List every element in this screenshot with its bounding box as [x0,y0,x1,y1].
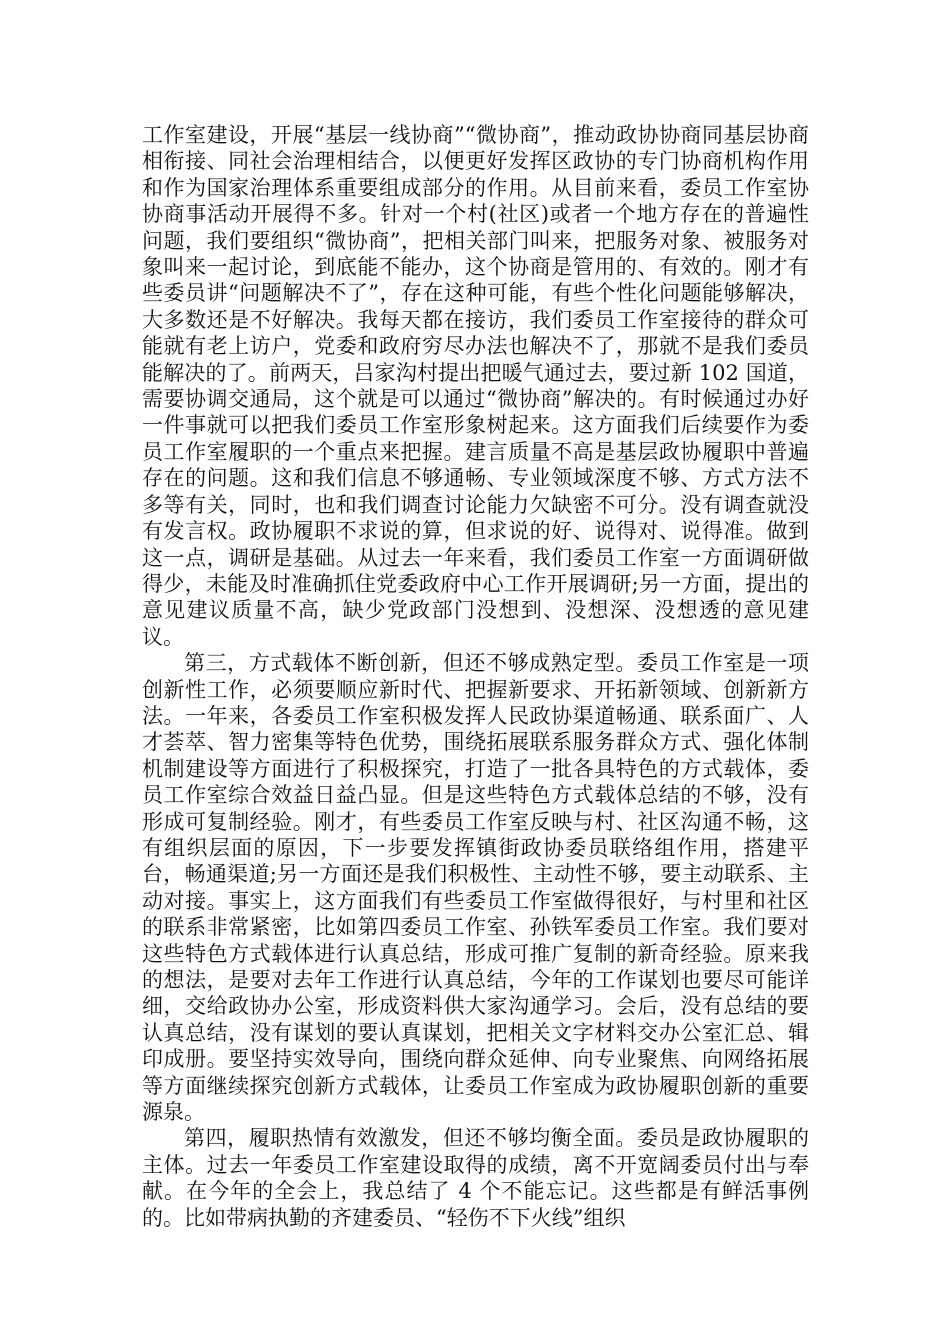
paragraph-3: 第四，履职热情有效激发，但还不够均衡全面。委员是政协履职的主体。过去一年委员工作室建设取得的成绩，离不开宽阔委员付出与奉献。在今年的全会上，我总结了 4 个不能忘记。这些都是有鲜活事例的。比如带病执勤的齐建委员、“轻伤不下火线”组织 [142,1126,809,1230]
document-page [142,122,809,1231]
paragraph-1: 工作室建设，开展“基层一线协商”“微协商”，推动政协协商同基层协商相衔接、同社会治理相结合，以便更好发挥区政协的专门协商机构作用和作为国家治理体系重要组成部分的作用。从目前来看，委员工作室协协商事活动开展得不多。针对一个村(社区)或者一个地方存在的普遍性问题，我们要组织“微协商”，把相关部门叫来，把服务对象、被服务对象叫来一起讨论，到底能不能办，这个协商是管用的、有效的。刚才有些委员讲“问题解决不了”，存在这种可能，有些个性化问题能够解决，大多数还是不好解决。我每天都在接访，我们委员工作室接待的群众可能就有老上访户，党委和政府穷尽办法也解决不了，那就不是我们委员能解决的了。前两天，吕家沟村提出把暖气通过去，要过新 102 国道，需要协调交通局，这个就是可以通过“微协商”解决的。有时候通过办好一件事就可以把我们委员工作室形象树起来。这方面我们后续要作为委员工作室履职的一个重点来把握。建言质量不高是基层政协履职中普遍存在的问题。这和我们信息不够通畅、专业领域深度不够、方式方法不多等有关，同时，也和我们调查讨论能力欠缺密不可分。没有调查就没有发言权。政协履职不求说的算，但求说的好、说得对、说得准。做到这一点，调研是基础。从过去一年来看，我们委员工作室一方面调研做得少，未能及时准确抓住党委政府中心工作开展调研;另一方面，提出的意见建议质量不高，缺少党政部门没想到、没想深、没想透的意见建议。 [142,123,809,649]
paragraph-2: 第三，方式载体不断创新，但还不够成熟定型。委员工作室是一项创新性工作，必须要顺应新时代、把握新要求、开拓新领域、创新新方法。一年来，各委员工作室积极发挥人民政协渠道畅通、联系面广、人才荟萃、智力密集等特色优势，围绕拓展联系服务群众方式、强化体制机制建设等方面进行了积极探究，打造了一批各具特色的方式载体，委员工作室综合效益日益凸显。但是这些特色方式载体总结的不够，没有形成可复制经验。刚才，有些委员工作室反映与村、社区沟通不畅，这有组织层面的原因，下一步要发挥镇街政协委员联络组作用，搭建平台，畅通渠道;另一方面还是我们积极性、主动性不够，要主动联系、主动对接。事实上，这方面我们有些委员工作室做得很好，与村里和社区的联系非常紧密，比如第四委员工作室、孙铁军委员工作室。我们要对这些特色方式载体进行认真总结，形成可推广复制的新奇经验。原来我的想法，是要对去年工作进行认真总结，今年的工作谋划也要尽可能详细，交给政协办公室，形成资料供大家沟通学习。会后，没有总结的要认真总结，没有谋划的要认真谋划，把相关文字材料交办公室汇总、辑印成册。要坚持实效导向，围绕向群众延伸、向专业聚焦、向网络拓展等方面继续探究创新方式载体，让委员工作室成为政协履职创新的重要源泉。 [142,651,809,1125]
